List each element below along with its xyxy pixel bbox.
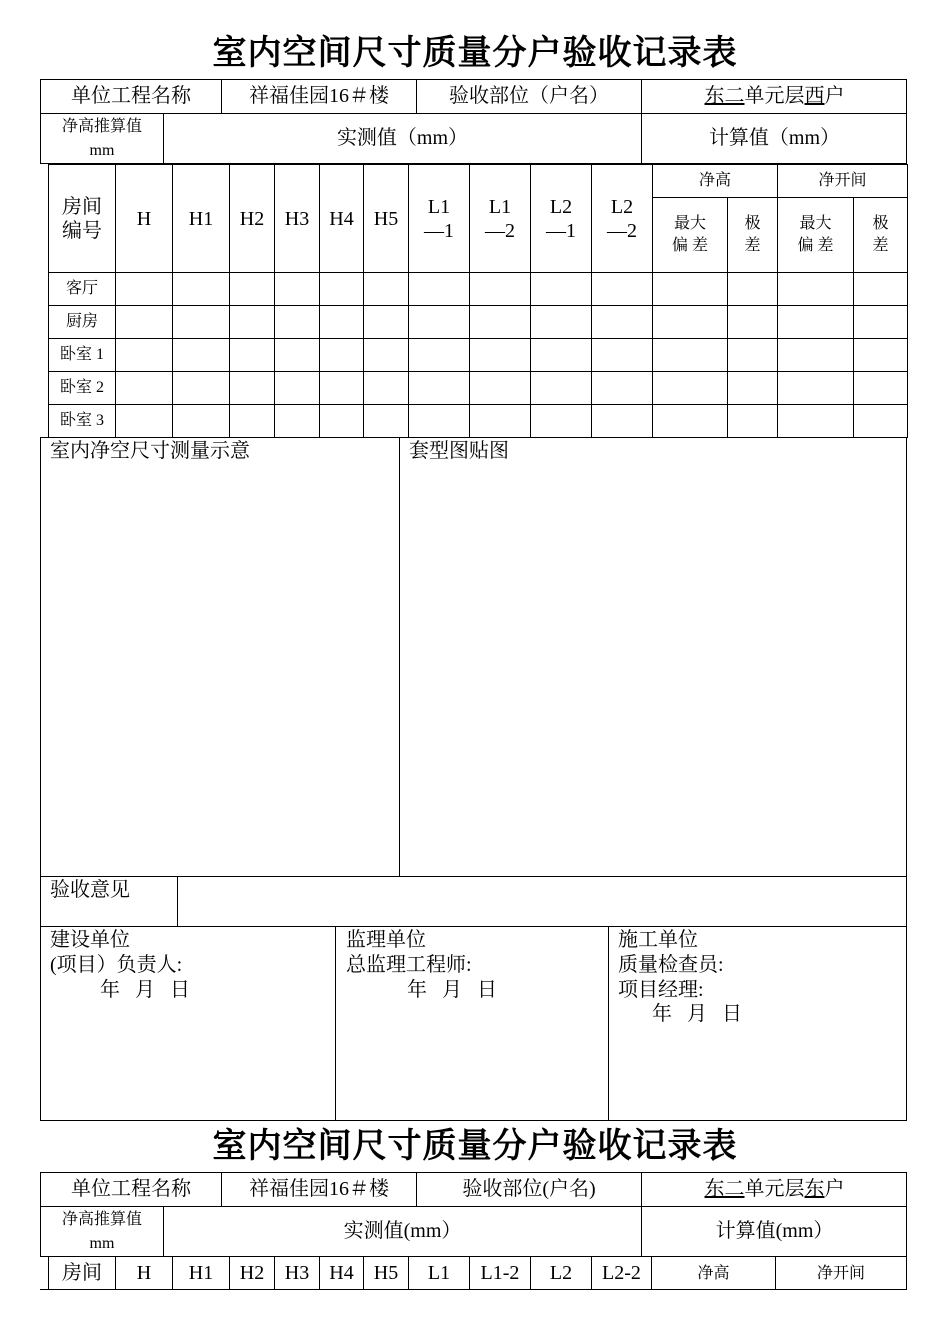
cell[interactable] (409, 306, 470, 339)
cell[interactable] (275, 339, 320, 372)
cell[interactable] (592, 339, 653, 372)
cell[interactable] (230, 339, 275, 372)
location-value (642, 85, 907, 107)
cell[interactable] (173, 306, 230, 339)
cell[interactable] (728, 273, 778, 306)
cell[interactable] (728, 339, 778, 372)
floorplan-label: 套型图贴图 (409, 440, 509, 462)
location-label: 验收部位（户名） (449, 85, 609, 107)
col-l1-1-b: —1 (424, 219, 454, 242)
cell[interactable] (470, 273, 531, 306)
col-h3-2: H3 (284, 1262, 310, 1284)
calculated-label: 计算值（mm） (708, 127, 841, 149)
sketch-area (40, 437, 400, 877)
max-dev-b: 偏 差 (797, 237, 834, 254)
cell[interactable] (531, 339, 592, 372)
floorplan-area[interactable] (399, 437, 907, 877)
cell[interactable] (653, 405, 728, 438)
cell[interactable] (778, 405, 854, 438)
room-name: 厨房 (49, 306, 116, 339)
cell[interactable] (592, 273, 653, 306)
cell[interactable] (728, 405, 778, 438)
calculated-label-2: 计算值(mm） (715, 1220, 834, 1242)
max-dev-a: 最大 (799, 215, 832, 232)
cell[interactable] (854, 273, 908, 306)
location-unit: 单元层 (744, 1178, 805, 1200)
col-l2-2-a: L2 (610, 195, 634, 218)
col-l2-1-b: —1 (546, 219, 576, 242)
location-building: 东二 (704, 85, 745, 107)
room-name: 客厅 (49, 273, 116, 306)
room-name: 卧室 2 (49, 372, 116, 405)
page-title-2: 室内空间尺寸质量分户验收记录表 (212, 1126, 738, 1166)
project-name-label-2: 单位工程名称 (71, 1178, 191, 1200)
cell[interactable] (116, 372, 173, 405)
cell[interactable] (275, 405, 320, 438)
col-h4-2: H4 (329, 1262, 354, 1284)
cell[interactable] (592, 306, 653, 339)
cell[interactable] (778, 339, 854, 372)
contractor-date: 年 月 日 (652, 1003, 742, 1025)
location-side: 东 (804, 1178, 825, 1200)
col-l2-2-b: —2 (607, 219, 637, 242)
cell[interactable] (320, 372, 364, 405)
cell[interactable] (364, 372, 409, 405)
cell[interactable] (116, 306, 173, 339)
col-l2-2 (592, 165, 653, 273)
col-h5: H5 (364, 165, 409, 273)
col-net-height: 净高 (653, 165, 778, 198)
measurement-table (48, 164, 908, 438)
net-height-label: 净高推算值 (61, 118, 142, 135)
col-l1-1 (409, 165, 470, 273)
supervisor-date: 年 月 日 (407, 979, 497, 1001)
cell[interactable] (409, 339, 470, 372)
cell[interactable] (592, 372, 653, 405)
net-height-label-2: 净高推算值 (61, 1211, 142, 1228)
col-net-width-range (854, 198, 908, 273)
cell[interactable] (531, 273, 592, 306)
contractor-title: 施工单位 (618, 929, 698, 951)
col-h-2: H (136, 1262, 152, 1284)
cell[interactable] (728, 372, 778, 405)
col-h1: H1 (173, 165, 230, 273)
owner-title: 建设单位 (50, 929, 130, 951)
col-l1-1-a: L1 (427, 195, 451, 218)
cell[interactable] (854, 306, 908, 339)
col-h5-2: H5 (373, 1262, 399, 1284)
col-h3: H3 (275, 165, 320, 273)
cell[interactable] (531, 405, 592, 438)
col-h2: H2 (230, 165, 275, 273)
cell[interactable] (531, 372, 592, 405)
col-h2-2: H2 (239, 1262, 265, 1284)
cell[interactable] (653, 372, 728, 405)
cell[interactable] (320, 405, 364, 438)
location-suffix: 户 (824, 85, 845, 107)
opinion-label: 验收意见 (50, 879, 130, 901)
location-building: 东二 (704, 1178, 745, 1200)
project-name-label: 单位工程名称 (71, 85, 191, 107)
col-room (49, 165, 116, 273)
owner-date: 年 月 日 (100, 979, 190, 1001)
cell[interactable] (275, 273, 320, 306)
range-b: 差 (872, 237, 889, 254)
cell[interactable] (470, 306, 531, 339)
cell[interactable] (854, 372, 908, 405)
cell[interactable] (116, 405, 173, 438)
location-label-2: 验收部位(户名) (462, 1178, 596, 1200)
col-h4: H4 (320, 165, 364, 273)
location-suffix: 户 (824, 1178, 845, 1200)
cell[interactable] (778, 273, 854, 306)
contractor-role-inspector: 质量检查员: (618, 954, 724, 976)
table-row (49, 372, 908, 405)
col-net-height-2: 净高 (697, 1265, 730, 1282)
cell[interactable] (116, 273, 173, 306)
col-room-2: 房间 (62, 1262, 102, 1284)
table-row (49, 405, 908, 438)
measured-label: 实测值（mm） (336, 127, 469, 149)
owner-role: (项目）负责人: (50, 954, 183, 976)
cell[interactable] (320, 306, 364, 339)
cell[interactable] (320, 339, 364, 372)
sketch-label: 室内净空尺寸测量示意 (50, 440, 250, 462)
col-net-width: 净开间 (778, 165, 908, 198)
col-net-width-2: 净开间 (816, 1265, 865, 1282)
cell[interactable] (470, 405, 531, 438)
cell[interactable] (409, 405, 470, 438)
range-a: 极 (872, 215, 889, 232)
col-l1-2-a: L1 (488, 195, 512, 218)
cell[interactable] (116, 339, 173, 372)
col-l1-2-b: —2 (485, 219, 515, 242)
project-name-value-2: 祥福佳园16＃楼 (249, 1178, 389, 1200)
col-l2-2nd: L2 (549, 1262, 573, 1284)
cell[interactable] (470, 339, 531, 372)
cell[interactable] (173, 339, 230, 372)
col-l1-2 (470, 165, 531, 273)
cell[interactable] (173, 405, 230, 438)
col-net-height-max-dev (653, 198, 728, 273)
range-b: 差 (744, 237, 761, 254)
cell[interactable] (470, 372, 531, 405)
col-h1-2: H1 (188, 1262, 214, 1284)
table-row (49, 306, 908, 339)
max-dev-b: 偏 差 (671, 237, 708, 254)
col-room-line1: 房间 (62, 195, 102, 218)
table-row (49, 339, 908, 372)
cell[interactable] (230, 306, 275, 339)
col-room-line2: 编号 (62, 219, 102, 242)
cell[interactable] (409, 372, 470, 405)
cell[interactable] (854, 339, 908, 372)
room-name: 卧室 1 (49, 339, 116, 372)
cell[interactable] (728, 306, 778, 339)
col-l1-2-2nd: L1-2 (480, 1262, 520, 1284)
col-net-width-max-dev (778, 198, 854, 273)
cell[interactable] (320, 273, 364, 306)
supervisor-role: 总监理工程师: (346, 954, 472, 976)
col-l2-2-2nd: L2-2 (602, 1262, 641, 1284)
cell[interactable] (364, 339, 409, 372)
cell[interactable] (275, 372, 320, 405)
cell[interactable] (778, 372, 854, 405)
location-side: 西 (804, 85, 825, 107)
cell[interactable] (531, 306, 592, 339)
cell[interactable] (409, 273, 470, 306)
cell[interactable] (173, 372, 230, 405)
page-title: 室内空间尺寸质量分户验收记录表 (212, 33, 738, 73)
table-row (49, 273, 908, 306)
measured-label-2: 实测值(mm） (343, 1220, 462, 1242)
net-height-unit-2: mm (89, 1235, 115, 1252)
cell[interactable] (230, 372, 275, 405)
opinion-input[interactable] (178, 877, 906, 926)
project-name-value: 祥福佳园16＃楼 (249, 85, 389, 107)
col-l2-1-a: L2 (549, 195, 573, 218)
room-name: 卧室 3 (49, 405, 116, 438)
cell[interactable] (653, 273, 728, 306)
cell[interactable] (653, 306, 728, 339)
cell[interactable] (364, 306, 409, 339)
location-value-2 (642, 1178, 907, 1200)
max-dev-a: 最大 (673, 215, 706, 232)
range-a: 极 (744, 215, 761, 232)
cell[interactable] (230, 405, 275, 438)
contractor-role-manager: 项目经理: (618, 979, 704, 1001)
cell[interactable] (364, 405, 409, 438)
cell[interactable] (854, 405, 908, 438)
cell[interactable] (364, 273, 409, 306)
col-h: H (116, 165, 173, 273)
col-net-height-range (728, 198, 778, 273)
cell[interactable] (173, 273, 230, 306)
supervisor-title: 监理单位 (346, 929, 426, 951)
col-l1-2nd: L1 (427, 1262, 451, 1284)
cell[interactable] (778, 306, 854, 339)
location-unit: 单元层 (744, 85, 805, 107)
cell[interactable] (653, 339, 728, 372)
col-l2-1 (531, 165, 592, 273)
cell[interactable] (275, 306, 320, 339)
cell[interactable] (592, 405, 653, 438)
net-height-unit: mm (89, 142, 115, 159)
cell[interactable] (230, 273, 275, 306)
